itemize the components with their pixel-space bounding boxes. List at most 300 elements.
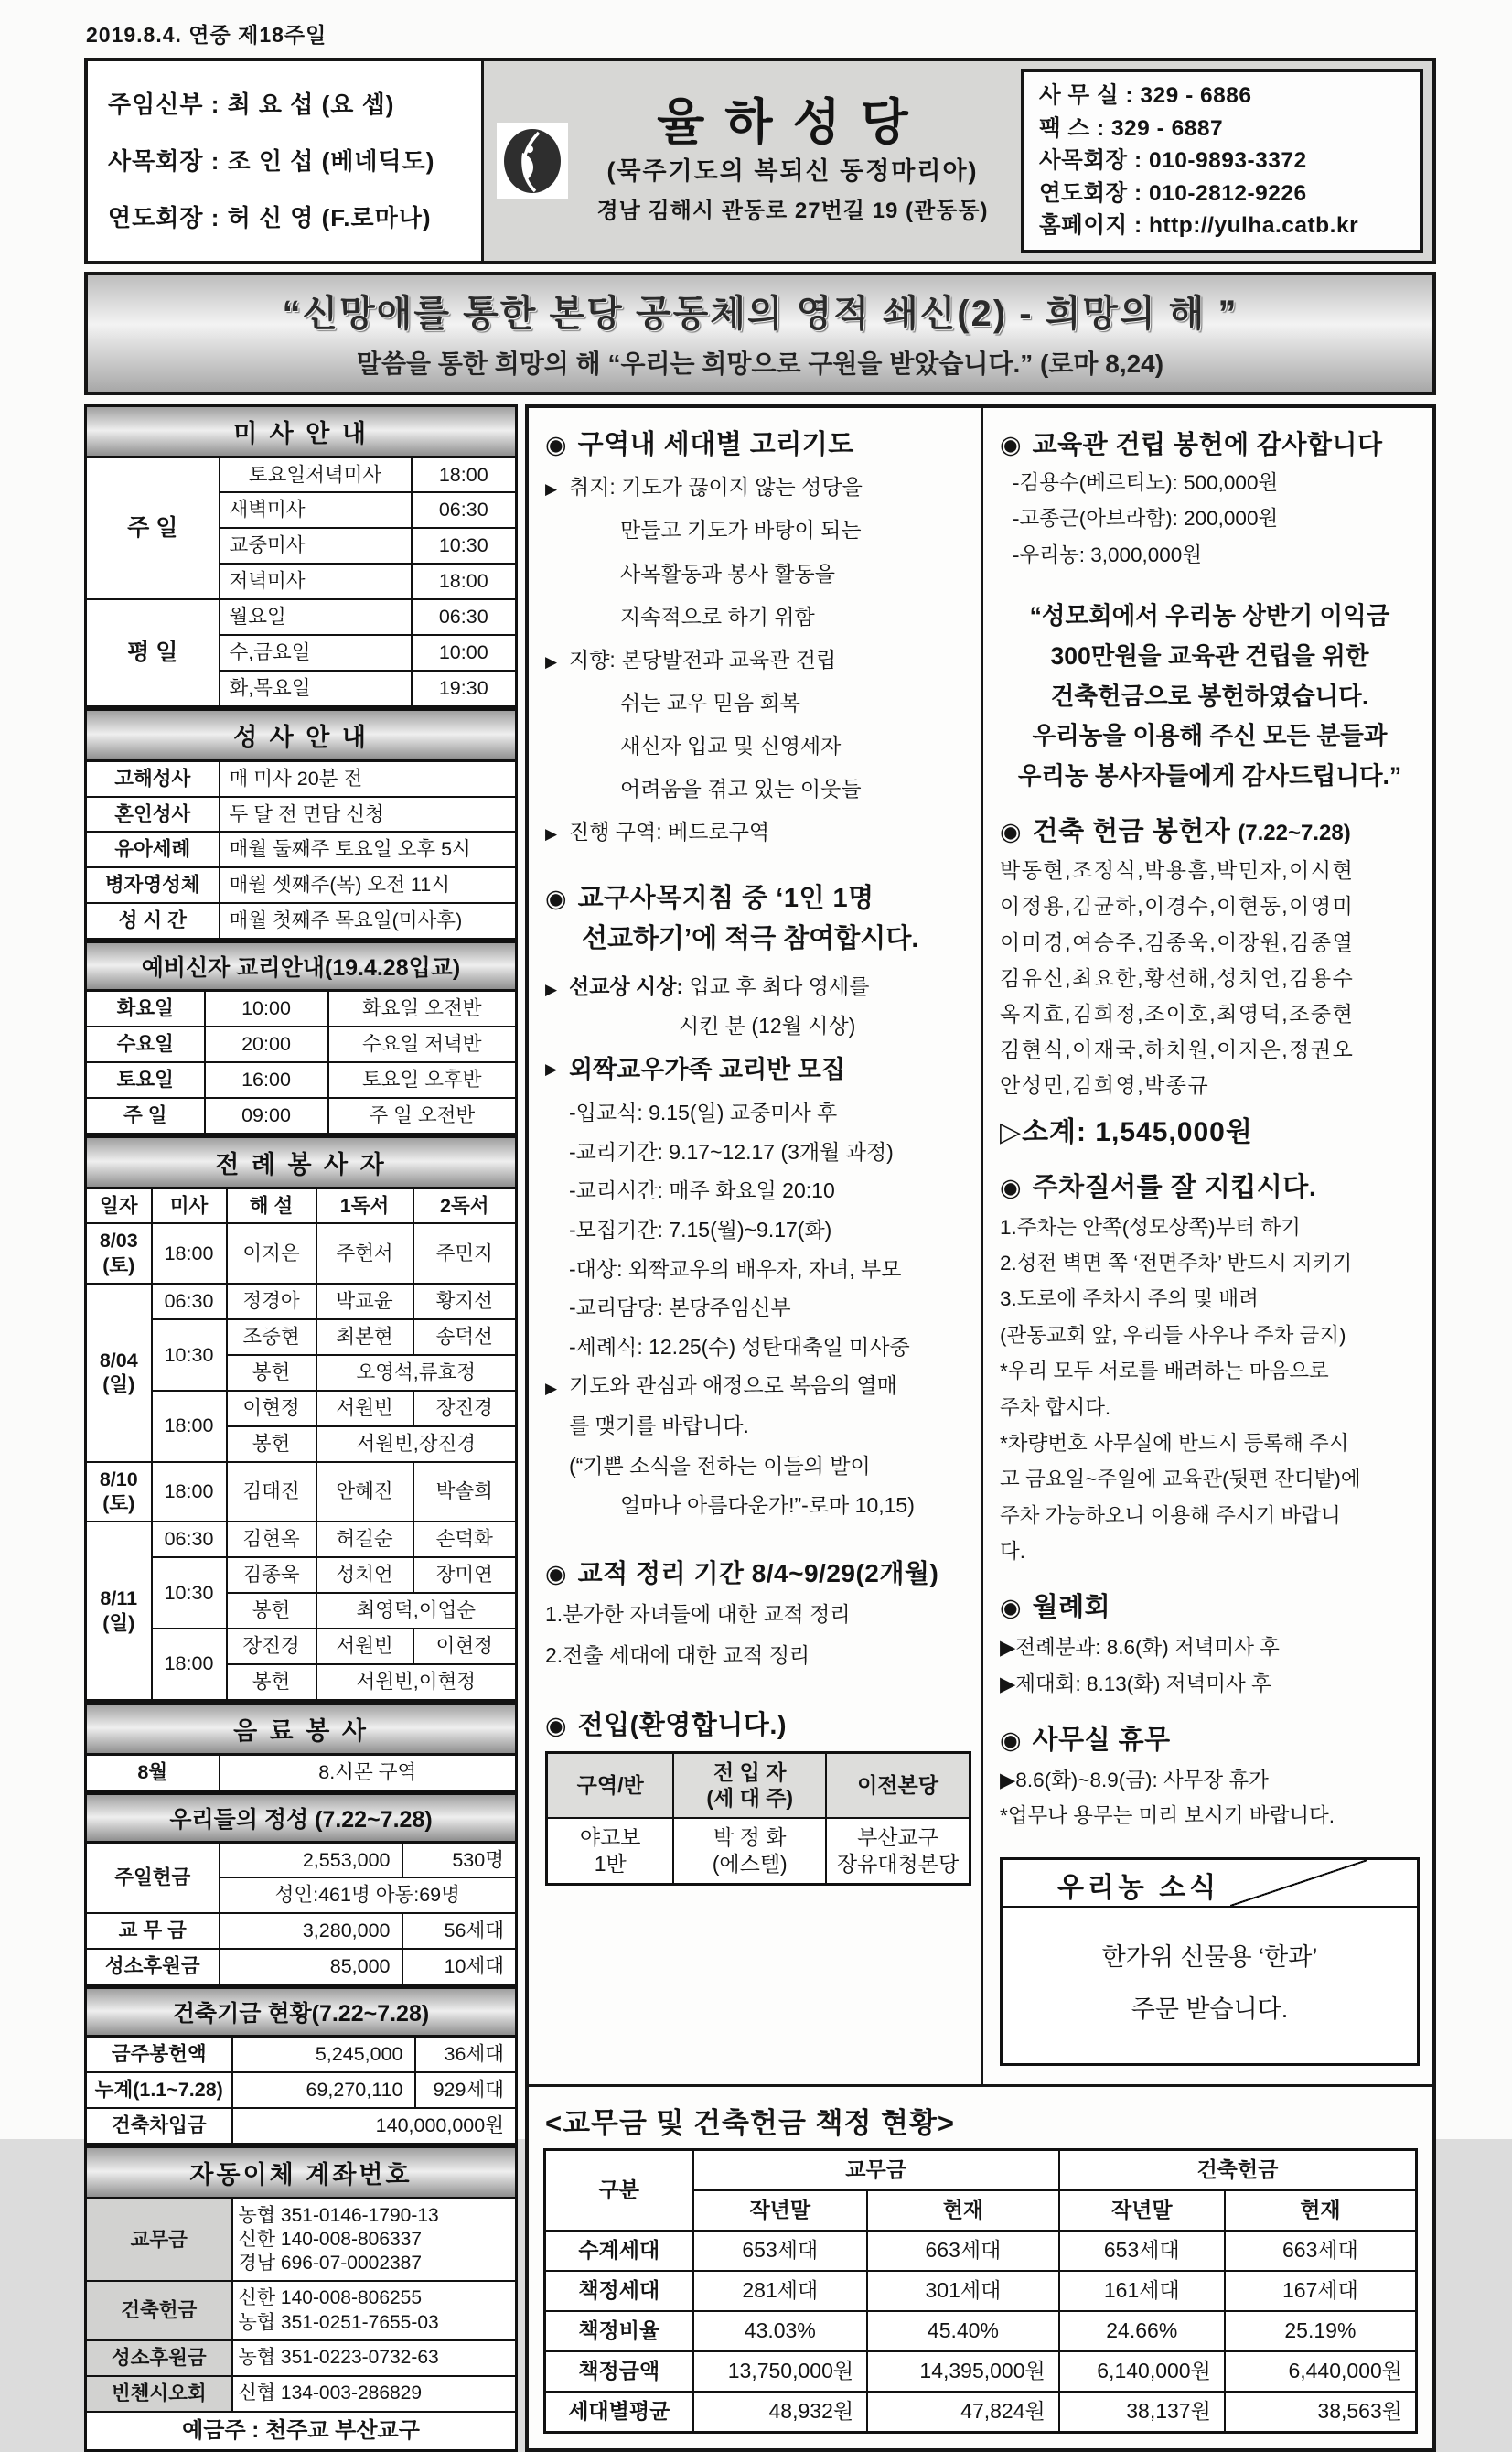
- section-title: 월례회: [1032, 1593, 1111, 1623]
- assessment-section: [529, 2084, 1432, 2447]
- cell: 빈첸시오회: [86, 2376, 232, 2412]
- cell: 301세대: [867, 2271, 1059, 2311]
- col-header: 구분: [545, 2150, 693, 2231]
- masthead: [84, 58, 1436, 264]
- row-label: 책정세대: [545, 2271, 693, 2311]
- meeting-line: ▶전례분과: 8.6(화) 저녁미사 후: [1000, 1636, 1280, 1660]
- text-line: 1.분가한 자녀들에 대한 교적 정리: [545, 1602, 851, 1627]
- left-column: [84, 404, 518, 2452]
- triangle-bullet-icon: [545, 1406, 569, 1446]
- line-text: -교리시간: 매주 화요일 20:10: [569, 1178, 835, 1203]
- line-text: 쉬는 교우 믿음 회복: [620, 690, 800, 715]
- triangle-bullet-icon: [545, 1133, 569, 1172]
- line-text: 진행 구역: 베드로구역: [569, 820, 770, 844]
- cell: 장진경: [413, 1391, 517, 1426]
- parking-line: 다.: [1000, 1540, 1025, 1564]
- section-ring-prayer: [545, 428, 971, 463]
- cell: 06:30: [412, 599, 517, 635]
- col-header: 1독서: [316, 1188, 413, 1223]
- cell: 10:30: [152, 1319, 227, 1391]
- section-title: 전입(환영합니다.): [577, 1711, 788, 1741]
- cell: 5,245,000: [232, 2037, 415, 2072]
- cell: 38,563원: [1225, 2392, 1417, 2432]
- section-title: 건축 헌금 봉헌자: [1032, 816, 1231, 846]
- row-label: 수계세대: [545, 2231, 693, 2271]
- cell: 주 일: [86, 1098, 205, 1134]
- section-education-hall: [1000, 428, 1420, 461]
- theme-banner: [84, 272, 1436, 395]
- col-header: 현재: [1225, 2190, 1417, 2231]
- cell: 530명: [402, 1842, 517, 1877]
- line-text: -대상: 외짝교우의 배우자, 자녀, 부모: [569, 1256, 902, 1281]
- cell: 161세대: [1059, 2271, 1225, 2311]
- cell: 혼인성사: [86, 797, 220, 833]
- account-line: 농협 351-0223-0732-63: [238, 2347, 439, 2369]
- donor-names: [1000, 853, 1420, 1103]
- text-line: [545, 1446, 971, 1487]
- office-line: *업무나 용무는 미리 보시기 바랍니다.: [1000, 1803, 1335, 1827]
- cell: 화,목요일: [220, 671, 412, 706]
- cell: 월요일: [220, 599, 412, 635]
- triangle-bullet-icon: [545, 553, 569, 596]
- section-header-accounts: 자동이체 계좌번호: [84, 2146, 518, 2197]
- row-label: 책정금액: [545, 2351, 693, 2392]
- cell: 45.40%: [867, 2311, 1059, 2351]
- cell: 정경아: [227, 1284, 316, 1319]
- cell: 봉헌: [227, 1664, 316, 1700]
- cell-line: 1반: [594, 1851, 627, 1876]
- urinong-tab: [1003, 1860, 1417, 1908]
- col-header: 작년말: [693, 2190, 868, 2231]
- section-bullet-icon: ◉: [1000, 430, 1022, 458]
- text-line: [545, 1093, 971, 1133]
- cell: 봉헌: [227, 1593, 316, 1629]
- date: 8/11: [100, 1586, 138, 1609]
- weekday: (토): [102, 1254, 135, 1277]
- cell: 새벽미사: [220, 492, 412, 528]
- section-register-cleanup: [545, 1557, 971, 1590]
- cell: 토요일 오후반: [328, 1062, 517, 1098]
- cell: 18:00: [152, 1391, 227, 1462]
- cell: 18:00: [152, 1629, 227, 1700]
- church-address: 경남 김해시 관동로 27번길 19 (관동동): [596, 199, 989, 224]
- triangle-bullet-icon: [545, 1446, 569, 1487]
- cell: 19:30: [412, 671, 517, 706]
- date: 8/03: [99, 1230, 138, 1253]
- banner-title: “신망애를 통한 본당 공동체의 영적 쇄신(2) - 희망의 해 ”: [282, 293, 1239, 334]
- cell: 663세대: [1225, 2231, 1417, 2271]
- col-group-header: 교무금: [693, 2150, 1059, 2190]
- cell: 매월 둘째주 토요일 오후 5시: [220, 832, 517, 867]
- cell: 성 시 간: [86, 903, 220, 939]
- account-line: 신한 140-008-806255: [238, 2287, 423, 2309]
- weekday: (일): [102, 1373, 135, 1396]
- triangle-bullet-icon: [545, 1171, 569, 1210]
- cell: 663세대: [867, 2231, 1059, 2271]
- cell-line: 부산교구: [857, 1825, 938, 1850]
- triangle-bullet-icon: ▶: [545, 480, 558, 499]
- cell: 주민지: [413, 1223, 517, 1284]
- triangle-bullet-icon: ▶: [545, 1060, 558, 1079]
- col-header: 미사: [152, 1188, 227, 1223]
- announcement-panel: [525, 404, 1436, 2452]
- line-text: 지속적으로 하기 위함: [620, 604, 815, 629]
- quote-line: 우리농을 이용해 주신 모든 분들과: [1032, 722, 1388, 750]
- section-title: 교구사목지침 중 ‘1인 1명: [577, 883, 874, 913]
- section-header-catechism: 예비신자 교리안내(19.4.28입교): [84, 941, 518, 989]
- cell: 성치언: [316, 1557, 413, 1593]
- section-mission: [545, 882, 971, 917]
- fund-table: [84, 2035, 518, 2146]
- cell: 48,932원: [693, 2392, 868, 2432]
- account-line: 농협 351-0146-1790-13: [238, 2204, 439, 2226]
- line-text: 를 맺기를 바랍니다.: [569, 1413, 749, 1437]
- names-line: 김유신,최요한,황선해,성치언,김용수: [1000, 965, 1355, 990]
- section-header-mass: 미 사 안 내: [84, 404, 518, 456]
- mass-table: [84, 456, 518, 708]
- section-title-line2: 선교하기’에 적극 참여합시다.: [582, 924, 919, 954]
- text-line: [545, 1328, 971, 1367]
- cell: 서원빈,장진경: [316, 1426, 517, 1462]
- account-numbers: [232, 2340, 517, 2376]
- recruit-subtitle: 외짝교우가족 교리반 모집: [569, 1056, 845, 1084]
- text-line: [545, 811, 971, 854]
- offering-table: [84, 1841, 518, 1987]
- cell: 3,280,000: [220, 1913, 402, 1949]
- date-cell: [86, 1223, 152, 1284]
- cell-line: 야고보: [579, 1825, 641, 1850]
- madonna-logo-icon: [502, 127, 563, 195]
- cell: 손덕화: [413, 1522, 517, 1557]
- donor-line: -우리농: 3,000,000원: [1013, 543, 1203, 566]
- cell: 43.03%: [693, 2311, 868, 2351]
- col-header: [673, 1752, 826, 1818]
- line-text: 시킨 분 (12월 시상): [679, 1014, 856, 1038]
- cell: 주일헌금: [86, 1842, 220, 1913]
- col-header: 이전본당: [826, 1752, 970, 1818]
- names-line: 이정용,김균하,이경수,이현동,이영미: [1000, 894, 1355, 919]
- contact-office-phone: 사 무 실 : 329 - 6886: [1039, 83, 1252, 108]
- row-label: 세대별평균: [545, 2392, 693, 2432]
- section-transfer-in: [545, 1709, 971, 1744]
- cell: 황지선: [413, 1284, 517, 1319]
- line-text: 기도와 관심과 애정으로 복음의 열매: [569, 1373, 897, 1398]
- cell: 두 달 전 면담 신청: [220, 797, 517, 833]
- cell: 안혜진: [316, 1462, 413, 1522]
- cell: 장미연: [413, 1557, 517, 1593]
- cell: 박솔희: [413, 1462, 517, 1522]
- section-header-drink: 음 료 봉 사: [84, 1702, 518, 1753]
- cell: 김태진: [227, 1462, 316, 1522]
- text-line: [545, 1250, 971, 1289]
- text-line: [545, 1406, 971, 1446]
- line-text: -입교식: 9.15(일) 교중미사 후: [569, 1101, 838, 1125]
- section-header-ministers: 전 례 봉 사 자: [84, 1135, 518, 1187]
- text-line: [545, 1366, 971, 1406]
- cell: 20:00: [205, 1027, 328, 1062]
- cell: 장진경: [227, 1629, 316, 1664]
- cell: 18:00: [152, 1223, 227, 1284]
- contact-homepage: 홈페이지 : http://yulha.catb.kr: [1039, 213, 1359, 239]
- cell: 09:00: [205, 1098, 328, 1134]
- contact-pastoral-chair-phone: 사목회장 : 010-9893-3372: [1039, 148, 1307, 174]
- triangle-bullet-icon: [545, 1250, 569, 1289]
- church-subtitle: (묵주기도의 복되신 동정마리아): [606, 157, 979, 186]
- banner-subtitle: 말씀을 통한 희망의 해 “우리는 희망으로 구원을 받았습니다.” (로마 8,24): [356, 349, 1164, 378]
- cell: 주 일 오전반: [328, 1098, 517, 1134]
- cell: 송덕선: [413, 1319, 517, 1355]
- sacrament-table: [84, 759, 518, 941]
- line-text: 취지: 기도가 끊이지 않는 성당을: [569, 475, 863, 500]
- cell-line: 장유대청본당: [836, 1851, 960, 1876]
- announcement-columns: [529, 408, 1432, 2085]
- cell: 140,000,000원: [232, 2108, 517, 2144]
- section-title: 교적 정리 기간 8/4~9/29(2개월): [577, 1558, 939, 1587]
- date-cell: [86, 1462, 152, 1522]
- quote-line: 건축헌금으로 봉헌하였습니다.: [1050, 682, 1369, 710]
- triangle-bullet-icon: [545, 1288, 569, 1328]
- cell: [673, 1818, 826, 1884]
- cell: 성인:461명 아동:69명: [220, 1877, 517, 1913]
- donor-line: -김용수(베르티노): 500,000원: [1013, 470, 1279, 494]
- assessment-title: <교무금 및 건축헌금 책정 현황>: [545, 2107, 956, 2140]
- section-title: 사무실 휴무: [1032, 1725, 1171, 1755]
- section-period: (7.22~7.28): [1238, 820, 1351, 845]
- triangle-bullet-icon: [545, 1093, 569, 1133]
- cell: 6,140,000원: [1059, 2351, 1225, 2392]
- section-bullet-icon: ◉: [545, 430, 567, 458]
- text-line: [545, 1133, 971, 1172]
- section-parking: [1000, 1171, 1420, 1206]
- text-line: [545, 1006, 971, 1047]
- cell: 10:30: [152, 1557, 227, 1629]
- triangle-bullet-icon: [545, 1328, 569, 1367]
- text-line: 2.전출 세대에 대한 교적 정리: [545, 1643, 810, 1668]
- quote-line: 우리농 봉사자들에게 감사드립니다.”: [1017, 761, 1402, 790]
- cell: 최영덕,이업순: [316, 1593, 517, 1629]
- section-header-offering: 우리들의 정성 (7.22~7.28): [84, 1792, 518, 1841]
- meeting-line: ▶제대회: 8.13(화) 저녁미사 후: [1000, 1672, 1271, 1695]
- date: 8/10: [99, 1468, 138, 1490]
- thanks-quote: [1002, 597, 1418, 797]
- staff-pastoral-chair: 사목회장 : 조 인 섭 (베네딕도): [108, 146, 435, 175]
- line-text: 만들고 기도가 바탕이 되는: [620, 518, 862, 543]
- section-bullet-icon: ◉: [545, 884, 567, 912]
- cell: 김현옥: [227, 1522, 316, 1557]
- urinong-line: 한가위 선물용 ‘한과’: [1101, 1943, 1318, 1972]
- parking-line: 3.도로에 주차시 주의 및 배려: [1000, 1287, 1259, 1311]
- section-office-closed: [1000, 1724, 1420, 1758]
- section-bullet-icon: ◉: [1000, 817, 1022, 845]
- cell: 653세대: [1059, 2231, 1225, 2271]
- section-title: 주차질서를 잘 지킵시다.: [1032, 1173, 1317, 1203]
- section-header-fund: 건축기금 현황(7.22~7.28): [84, 1986, 518, 2035]
- section-bullet-icon: ◉: [545, 1712, 567, 1740]
- cell: 이현정: [413, 1629, 517, 1664]
- names-line: 박동현,조정식,박용흠,박민자,이시현: [1000, 858, 1355, 883]
- accounts-table: [84, 2197, 518, 2452]
- cell: [826, 1818, 970, 1884]
- ministers-table: [84, 1187, 518, 1702]
- cell: 김종욱: [227, 1557, 316, 1593]
- contact-box-wrap: [1012, 61, 1432, 261]
- church-logo: [497, 123, 568, 199]
- cell: 수,금요일: [220, 635, 412, 671]
- cell: 56세대: [402, 1913, 517, 1949]
- parking-line: 고 금요일~주일에 교육관(뒷편 잔디밭)에: [1000, 1468, 1361, 1491]
- cell: 박교윤: [316, 1284, 413, 1319]
- cell: 36세대: [415, 2037, 517, 2072]
- cell: 2,553,000: [220, 1842, 402, 1877]
- triangle-bullet-icon: ▶: [545, 1380, 558, 1398]
- account-numbers: [232, 2281, 517, 2340]
- account-numbers: [232, 2376, 517, 2412]
- cell: 이현정: [227, 1391, 316, 1426]
- date-cell: [86, 1522, 152, 1700]
- triangle-bullet-icon: [545, 768, 569, 811]
- cell: 25.19%: [1225, 2311, 1417, 2351]
- account-numbers: [232, 2198, 517, 2281]
- cell: 수요일: [86, 1027, 205, 1062]
- text-line: [545, 967, 971, 1007]
- text-line: [545, 553, 971, 596]
- col-header: 구역/반: [547, 1752, 674, 1818]
- text-line: [545, 725, 971, 768]
- parking-line: 주차 가능하오니 이용해 주시기 바랍니: [1000, 1503, 1341, 1527]
- text-line: [545, 639, 971, 682]
- right-column: [981, 408, 1432, 2085]
- cell: 교무금: [86, 2198, 232, 2281]
- cell: 고해성사: [86, 760, 220, 796]
- cell: 오영석,류효정: [316, 1355, 517, 1391]
- text-line: [545, 1210, 971, 1250]
- parking-line: 1.주차는 안쪽(성모상쪽)부터 하기: [1000, 1215, 1301, 1239]
- mass-group-sunday: 주 일: [86, 457, 220, 599]
- three-column-content: [84, 404, 1436, 2452]
- cell: [547, 1818, 674, 1884]
- cell-line: 박 정 화: [713, 1825, 787, 1850]
- date-cell: [86, 1284, 152, 1461]
- quote-line: 300만원을 교육관 건립을 위한: [1050, 641, 1369, 670]
- bulletin-content: [84, 15, 1436, 2452]
- drink-table: [84, 1753, 518, 1792]
- account-line: 신한 140-008-806337: [238, 2228, 423, 2250]
- line-text: 사목활동과 봉사 활동을: [620, 561, 835, 586]
- section-bullet-icon: ◉: [1000, 1174, 1022, 1202]
- section-bullet-icon: ◉: [1000, 1726, 1022, 1754]
- subtotal: ▷소계: 1,545,000원: [1000, 1117, 1253, 1148]
- urinong-line: 주문 받습니다.: [1131, 1995, 1289, 2024]
- names-line: 이미경,여승주,김종욱,이장원,김종열: [1000, 930, 1355, 954]
- triangle-bullet-icon: [545, 725, 569, 768]
- contact-yeondo-chair-phone: 연도회장 : 010-2812-9226: [1039, 180, 1307, 206]
- line-text: 어려움을 겪고 있는 이웃들: [620, 777, 862, 801]
- triangle-bullet-icon: [545, 1486, 569, 1526]
- staff-yeondo-chair: 연도회장 : 허 신 영 (F.로마나): [108, 203, 432, 231]
- cell: 교중미사: [220, 528, 412, 564]
- account-line: 농협 351-0251-7655-03: [238, 2311, 439, 2333]
- cell: 토요일: [86, 1062, 205, 1098]
- cell: 수요일 저녁반: [328, 1027, 517, 1062]
- cell: 18:00: [152, 1462, 227, 1522]
- cell: 653세대: [693, 2231, 868, 2271]
- text-line: [545, 1047, 971, 1093]
- cell: 18:00: [412, 457, 517, 492]
- cell: 85,000: [220, 1949, 402, 1984]
- account-line: 신협 134-003-286829: [238, 2382, 423, 2404]
- text-line: [545, 509, 971, 552]
- parking-line: 2.성전 벽면 쪽 ‘전면주차’ 반드시 지키기: [1000, 1252, 1353, 1275]
- cell: 69,270,110: [232, 2072, 415, 2108]
- cell: 건축차입금: [86, 2108, 232, 2144]
- cell: 주현서: [316, 1223, 413, 1284]
- line-lead: 선교상 시상:: [569, 973, 684, 998]
- contact-box: [1021, 69, 1423, 253]
- section-bullet-icon: ◉: [545, 1559, 567, 1587]
- cell: 서원빈,이현정: [316, 1664, 517, 1700]
- col-header: 작년말: [1059, 2190, 1225, 2231]
- section-bullet-icon: ◉: [1000, 1594, 1022, 1622]
- mass-group-weekday: 평 일: [86, 599, 220, 706]
- urinong-body: [1003, 1908, 1417, 2062]
- cell: 성소후원금: [86, 1949, 220, 1984]
- cell: 10:30: [412, 528, 517, 564]
- line-text: -교리담당: 본당주임신부: [569, 1296, 791, 1320]
- cell: 8.시몬 구역: [220, 1754, 517, 1791]
- cell: 건축헌금: [86, 2281, 232, 2340]
- col-group-header: 건축헌금: [1059, 2150, 1417, 2190]
- office-line: ▶8.6(화)~8.9(금): 사무장 휴가: [1000, 1768, 1269, 1791]
- line-text: -교리기간: 9.17~12.17 (3개월 과정): [569, 1139, 894, 1164]
- line-rest: 입교 후 최다 영세를: [683, 973, 870, 998]
- text-line: [545, 1288, 971, 1328]
- text-line: [545, 682, 971, 725]
- church-identity: [581, 97, 1004, 224]
- triangle-bullet-icon: [545, 509, 569, 552]
- col-header: 2독서: [413, 1188, 517, 1223]
- names-line: 안성민,김희영,박종규: [1000, 1072, 1210, 1097]
- text-line: [545, 1171, 971, 1210]
- text-line: [545, 466, 971, 509]
- cell: 06:30: [412, 492, 517, 528]
- masthead-center: [481, 61, 1012, 261]
- triangle-bullet-icon: ▶: [545, 980, 558, 998]
- account-line: 경남 696-07-0002387: [238, 2253, 423, 2275]
- cell: 병자영성체: [86, 867, 220, 903]
- triangle-bullet-icon: ▶: [545, 652, 558, 671]
- cell: 매 미사 20분 전: [220, 760, 517, 796]
- triangle-bullet-icon: [545, 682, 569, 725]
- cell: 누계(1.1~7.28): [86, 2072, 232, 2108]
- triangle-bullet-icon: ▶: [545, 825, 558, 844]
- transfer-in-table: [545, 1751, 971, 1886]
- cell: 18:00: [412, 564, 517, 599]
- cell: 성소후원금: [86, 2340, 232, 2376]
- cell: 6,440,000원: [1225, 2351, 1417, 2392]
- names-line: 옥지효,김희정,조이호,최영덕,조중현: [1000, 1001, 1355, 1026]
- line-text: -모집기간: 7.15(월)~9.17(화): [569, 1218, 832, 1242]
- section-header-sacrament: 성 사 안 내: [84, 708, 518, 759]
- account-holder: 예금주 : 천주교 부산교구: [86, 2412, 517, 2451]
- col-header: 현재: [867, 2190, 1059, 2231]
- parking-line: *차량번호 사무실에 반드시 등록해 주시: [1000, 1431, 1349, 1455]
- section-building-donors: [1000, 815, 1420, 850]
- date-line: 2019.8.4. 연중 제18주일: [86, 23, 327, 47]
- section-monthly-meeting: [1000, 1591, 1420, 1626]
- triangle-bullet-icon: [545, 1006, 569, 1047]
- assessment-table: [543, 2148, 1418, 2433]
- date: 8/04: [99, 1349, 138, 1371]
